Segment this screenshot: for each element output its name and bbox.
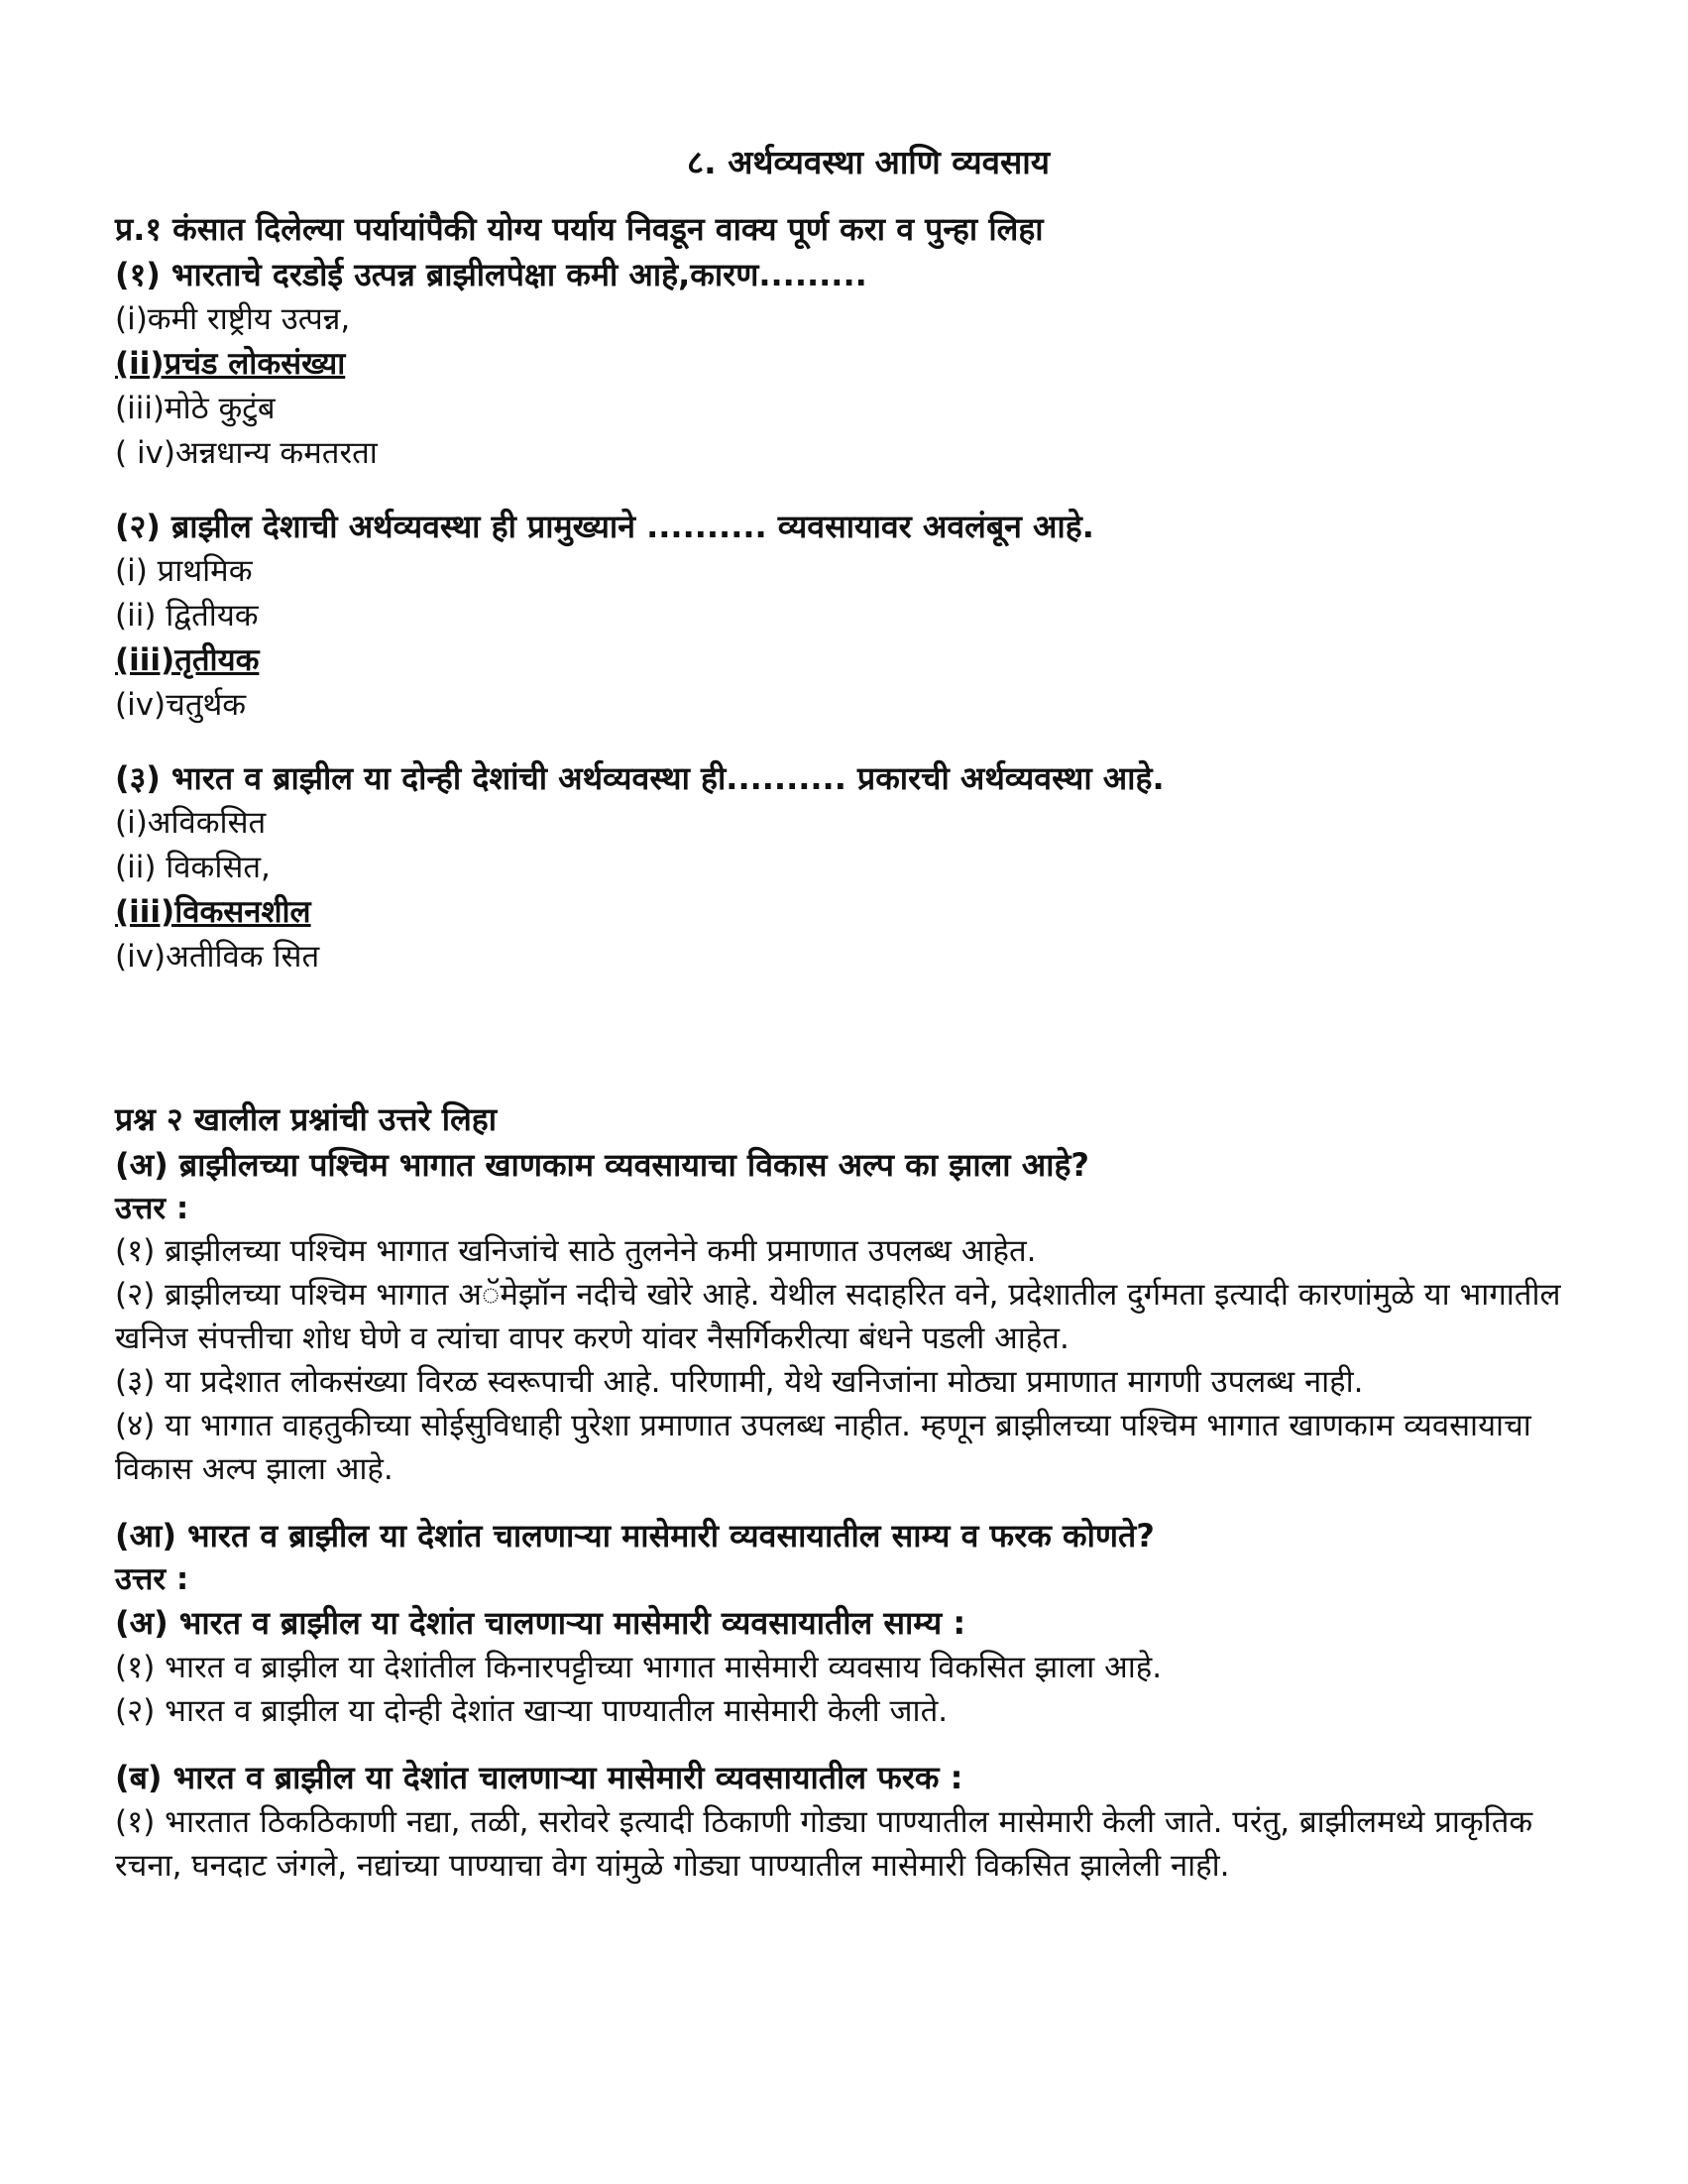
mcq-option: (iii)मोठे कुटुंब <box>115 391 276 426</box>
answer-point: (२) भारत व ब्राझील या दोन्ही देशांत खाऱ्या पाण्यातील मासेमारी केली जाते. <box>115 1693 949 1729</box>
mcq-question: (२) ब्राझील देशाची अर्थव्यवस्था ही प्रामुख्याने .......... व्यवसायावर अवलंबून आहे. <box>115 508 1094 545</box>
answer-label: उत्तर : <box>115 1561 189 1597</box>
mcq-option: (iv)चतुर्थक <box>115 687 247 723</box>
mcq-item-1 <box>115 252 1582 476</box>
chapter-title: ८. अर्थव्यवस्था आणि व्यवसाय <box>687 143 1050 181</box>
question-2aa-text: (आ) भारत व ब्राझील या देशांत चालणाऱ्या मासेमारी व्यवसायातील साम्य व फरक कोणते? <box>115 1517 1155 1554</box>
difference-heading: (ब) भारत व ब्राझील या देशांत चालणाऱ्या मासेमारी व्यवसायातील फरक : <box>115 1759 963 1796</box>
mcq-option: (i)अविकसित <box>115 805 267 841</box>
mcq-correct-option: (ii)प्रचंड लोकसंख्या <box>115 346 346 382</box>
similarity-heading: (अ) भारत व ब्राझील या देशांत चालणाऱ्या मासेमारी व्यवसायातील साम्य : <box>115 1604 966 1642</box>
mcq-item-3 <box>115 755 1582 979</box>
mcq-option: ( iv)अन्नधान्य कमतरता <box>115 435 378 471</box>
mcq-question: (१) भारताचे दरडोई उत्पन्न ब्राझीलपेक्षा कमी आहे,कारण......... <box>115 256 867 293</box>
answer-point: (४) या भागात वाहतुकीच्या सोईसुविधाही पुरेशा प्रमाणात उपलब्ध नाहीत. म्हणून ब्राझीलच्या पश्चिम भागात खाणकाम व्यवसायाचा विकास अल्प झाला आहे. <box>115 1408 1531 1487</box>
mcq-correct-option: (iii)विकसनशील <box>115 894 311 930</box>
answer-label: उत्तर : <box>115 1191 189 1226</box>
answer-point: (१) भारतात ठिकठिकाणी नद्या, तळी, सरोवरे इत्यादी ठिकाणी गोड्या पाण्यातील मासेमारी केली जाते. परंतु, ब्राझीलमध्ये प्राकृतिक रचना, घनदाट जंगले, नद्यांच्या पाण्याचा वेग यांमुळे गोड्या पाण्यातील मासेमारी विकसित झालेली नाही. <box>115 1804 1533 1884</box>
answer-point: (१) ब्राझीलच्या पश्चिम भागात खनिजांचे साठे तुलनेने कमी प्रमाणात उपलब्ध आहेत. <box>115 1233 1037 1269</box>
mcq-correct-option: (iii)तृतीयक <box>115 642 260 678</box>
question-2-heading: प्रश्न २ खालील प्रश्नांची उत्तरे लिहा <box>115 1100 498 1138</box>
mcq-option: (ii) विकसित, <box>115 850 271 885</box>
mcq-option: (iv)अतीविक सित <box>115 939 320 975</box>
mcq-option: (i)कमी राष्ट्रीय उत्पन्न, <box>115 301 351 337</box>
question-2a-text: (अ) ब्राझीलच्या पश्चिम भागात खाणकाम व्यवसायाचा विकास अल्प का झाला आहे? <box>115 1146 1089 1184</box>
answer-point: (३) या प्रदेशात लोकसंख्या विरळ स्वरूपाची आहे. परिणामी, येथे खनिजांना मोठ्या प्रमाणात मागणी उपलब्ध नाही. <box>115 1364 1364 1400</box>
mcq-option: (i) प्राथमिक <box>115 553 253 589</box>
mcq-question: (३) भारत व ब्राझील या दोन्ही देशांची अर्थव्यवस्था ही.......... प्रकारची अर्थव्यवस्था आहे. <box>115 759 1165 797</box>
question-1-heading: प्र.१ कंसात दिलेल्या पर्यायांपैकी योग्य पर्याय निवडून वाक्य पूर्ण करा व पुन्हा लिहा <box>115 210 1044 248</box>
answer-point: (२) ब्राझीलच्या पश्चिम भागात अॅमेझॉन नदीचे खोरे आहे. येथील सदाहरित वने, प्रदेशातील दुर्गमता इत्यादी कारणांमुळे या भागातील खनिज संपत्तीचा शोध घेणे व त्यांचा वापर करणे यांवर नैसर्गिकरीत्या बंधने पडली आहेत. <box>115 1277 1561 1356</box>
mcq-item-2 <box>115 504 1582 728</box>
question-2aa <box>115 1513 1582 1888</box>
mcq-option: (ii) द्वितीयक <box>115 598 259 633</box>
worksheet-page <box>115 139 1582 1888</box>
question-2a <box>115 1142 1582 1491</box>
answer-point: (१) भारत व ब्राझील या देशांतील किनारपट्टीच्या भागात मासेमारी व्यवसाय विकसित झाला आहे. <box>115 1650 1163 1685</box>
